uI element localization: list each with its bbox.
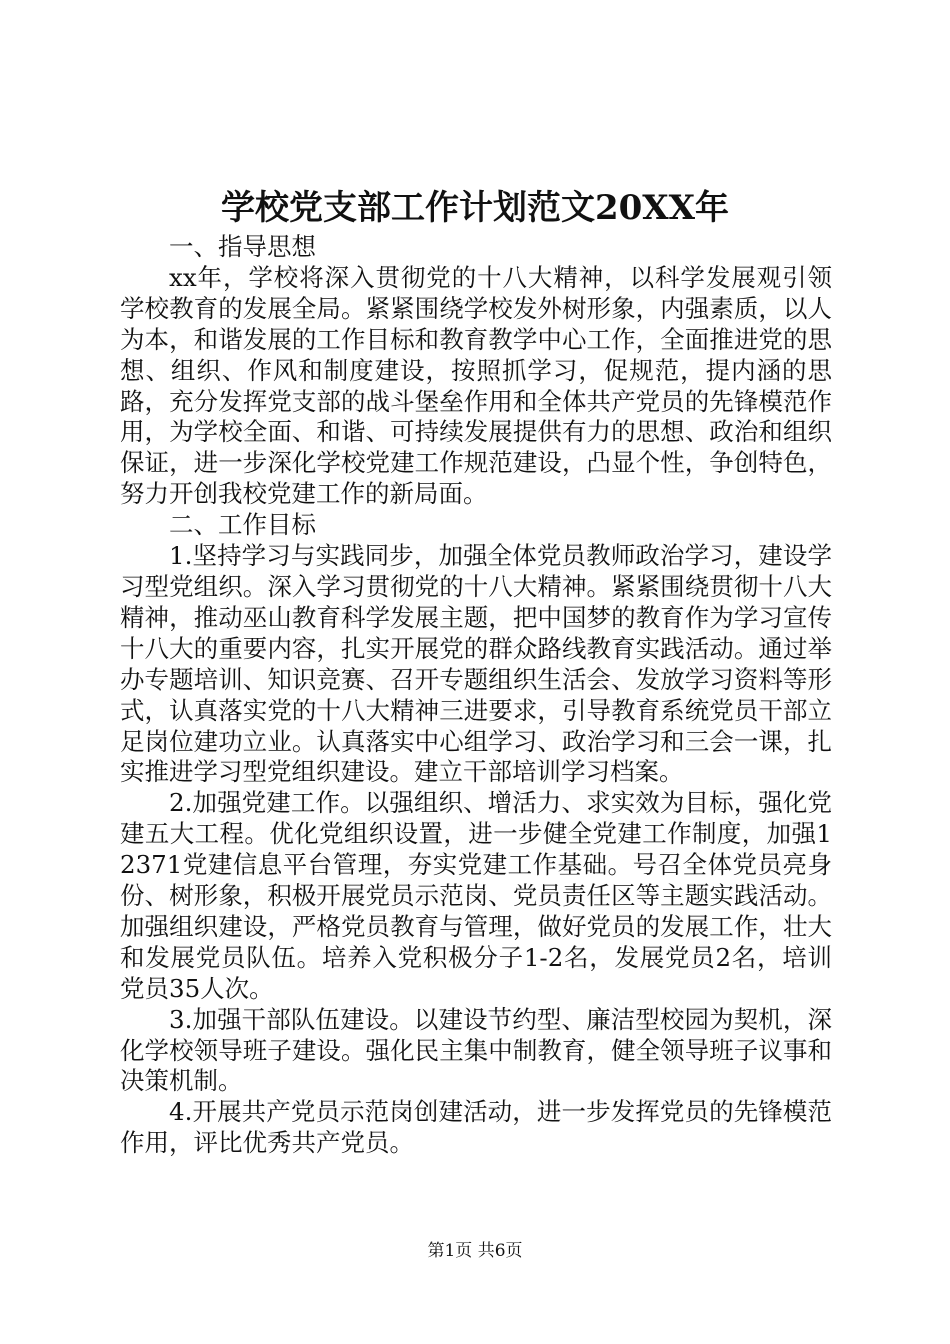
paragraph-goal-2: 2.加强党建工作。以强组织、增活力、求实效为目标，强化党建五大工程。优化党组织设置，进一步健全党建工作制度，加强12371党建信息平台管理，夯实党建工作基础。号召全体党员亮身份、树形象，积极开展党员示范岗、党员责任区等主题实践活动。加强组织建设，严格党员教育与管理，做好党员的发展工作，壮大和发展党员队伍。培养入党积极分子1-2名，发展党员2名，培训党员35人次。 [120, 788, 832, 1003]
document-title: 学校党支部工作计划范文20XX年 [220, 188, 730, 228]
paragraph-guiding-thought: xx年，学校将深入贯彻党的十八大精神，以科学发展观引领学校教育的发展全局。紧紧围绕学校发外树形象，内强素质，以人为本，和谐发展的工作目标和教育教学中心工作，全面推进党的思想、组织、作风和制度建设，按照抓学习，促规范，提内涵的思路，充分发挥党支部的战斗堡垒作用和全体共产党员的先锋模范作用，为学校全面、和谐、可持续发展提供有力的思想、政治和组织保证，进一步深化学校党建工作规范建设，凸显个性，争创特色，努力开创我校党建工作的新局面。 [120, 262, 832, 509]
document-body [120, 232, 832, 1159]
page-footer: 第1页 共6页 [427, 1241, 523, 1261]
section-heading-guiding-thought: 一、指导思想 [169, 232, 316, 261]
paragraph-goal-4: 4.开展共产党员示范岗创建活动，进一步发挥党员的先锋模范作用，评比优秀共产党员。 [120, 1097, 832, 1158]
paragraph-goal-3: 3.加强干部队伍建设。以建设节约型、廉洁型校园为契机，深化学校领导班子建设。强化民主集中制教育，健全领导班子议事和决策机制。 [120, 1004, 832, 1096]
paragraph-goal-1: 1.坚持学习与实践同步，加强全体党员教师政治学习，建设学习型党组织。深入学习贯彻党的十八大精神。紧紧围绕贯彻十八大精神，推动巫山教育科学发展主题，把中国梦的教育作为学习宣传十八大的重要内容，扎实开展党的群众路线教育实践活动。通过举办专题培训、知识竞赛、召开专题组织生活会、发放学习资料等形式，认真落实党的十八大精神三进要求，引导教育系统党员干部立足岗位建功立业。认真落实中心组学习、政治学习和三会一课，扎实推进学习型党组织建设。建立干部培训学习档案。 [120, 541, 832, 787]
section-heading-work-goals: 二、工作目标 [169, 510, 316, 540]
